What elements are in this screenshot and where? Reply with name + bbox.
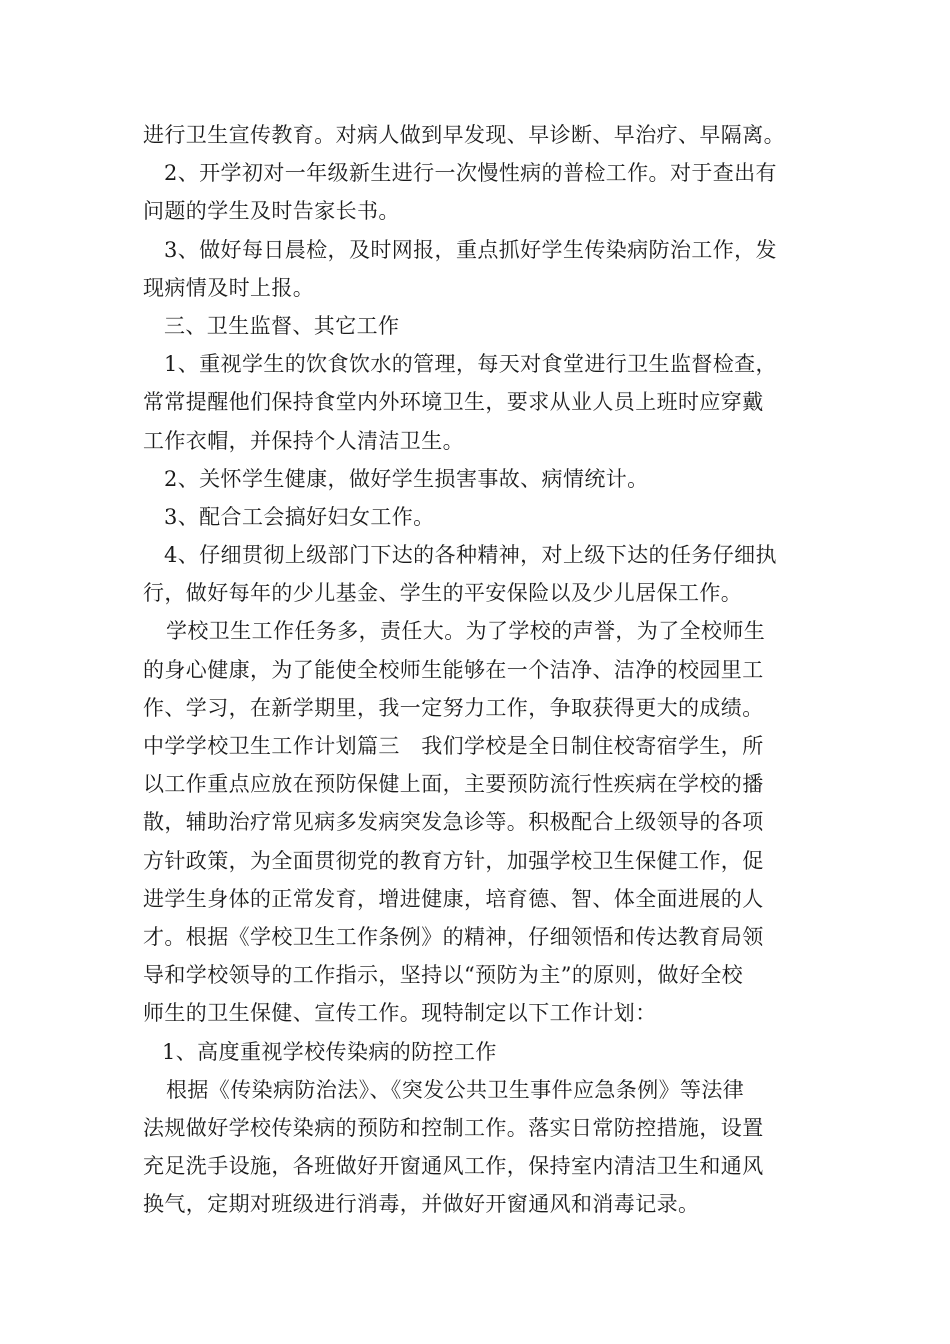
text-line: 换气，定期对班级进行消毒，并做好开窗通风和消毒记录。 [143,1192,700,1217]
text-line: 充足洗手设施，各班做好开窗通风工作，保持室内清洁卫生和通风 [143,1154,764,1179]
text-line: 法规做好学校传染病的预防和控制工作。落实日常防控措施，设置 [143,1115,764,1140]
text-line: 进学生身体的正常发育，增进健康，培育德、智、体全面进展的人 [143,886,764,911]
text-line: 3、配合工会搞好妇女工作。 [164,504,435,529]
document-body [143,116,808,1223]
text-line: 以工作重点应放在预防保健上面，主要预防流行性疾病在学校的播 [143,772,764,797]
text-line: 1、重视学生的饮食饮水的管理，每天对食堂进行卫生监督检查， [164,352,777,377]
text-line: 根据《传染病防治法》、《突发公共卫生事件应急条例》等法律 [166,1077,745,1102]
text-line: 2、关怀学生健康，做好学生损害事故、病情统计。 [164,466,649,491]
section-heading: 三、卫生监督、其它工作 [164,313,400,338]
text-line: 2、开学初对一年级新生进行一次慢性病的普检工作。对于查出有 [164,161,777,186]
text-line: 工作衣帽，并保持个人清洁卫生。 [143,428,464,453]
text-line: 行，做好每年的少儿基金、学生的平安保险以及少儿居保工作。 [143,581,743,606]
text-line: 进行卫生宣传教育。对病人做到早发现、早诊断、早治疗、早隔离。 [143,123,785,147]
text-line: 4、仔细贯彻上级部门下达的各种精神，对上级下达的任务仔细执 [164,543,777,568]
text-line: 作、学习，在新学期里，我一定努力工作，争取获得更大的成绩。 [143,695,764,720]
text-line: 常常提醒他们保持食堂内外环境卫生，要求从业人员上班时应穿戴 [143,390,764,415]
text-line: 才。根据《学校卫生工作条例》的精神，仔细领悟和传达教育局领 [143,924,764,949]
text-line: 问题的学生及时告家长书。 [143,199,400,224]
text-line: 师生的卫生保健、宣传工作。现特制定以下工作计划： [143,1001,657,1026]
text-line: 方针政策，为全面贯彻党的教育方针，加强学校卫生保健工作，促 [143,848,764,873]
text-line: 3、做好每日晨检，及时网报，重点抓好学生传染病防治工作，发 [164,237,777,262]
section-heading: 1、高度重视学校传染病的防控工作 [162,1039,497,1064]
text-line: 散，辅助治疗常见病多发病突发急诊等。积极配合上级领导的各项 [143,810,764,835]
text-line: 学校卫生工作任务多，责任大。为了学校的声誉，为了全校师生 [166,619,766,644]
text-line: 现病情及时上报。 [143,275,315,300]
text-line: 的身心健康，为了能使全校师生能够在一个洁净、洁净的校园里工 [143,657,764,682]
text-line: 中学学校卫生工作计划篇三 我们学校是全日制住校寄宿学生，所 [143,734,764,758]
text-line: 导和学校领导的工作指示，坚持以“预防为主”的原则，做好全校 [143,963,744,988]
